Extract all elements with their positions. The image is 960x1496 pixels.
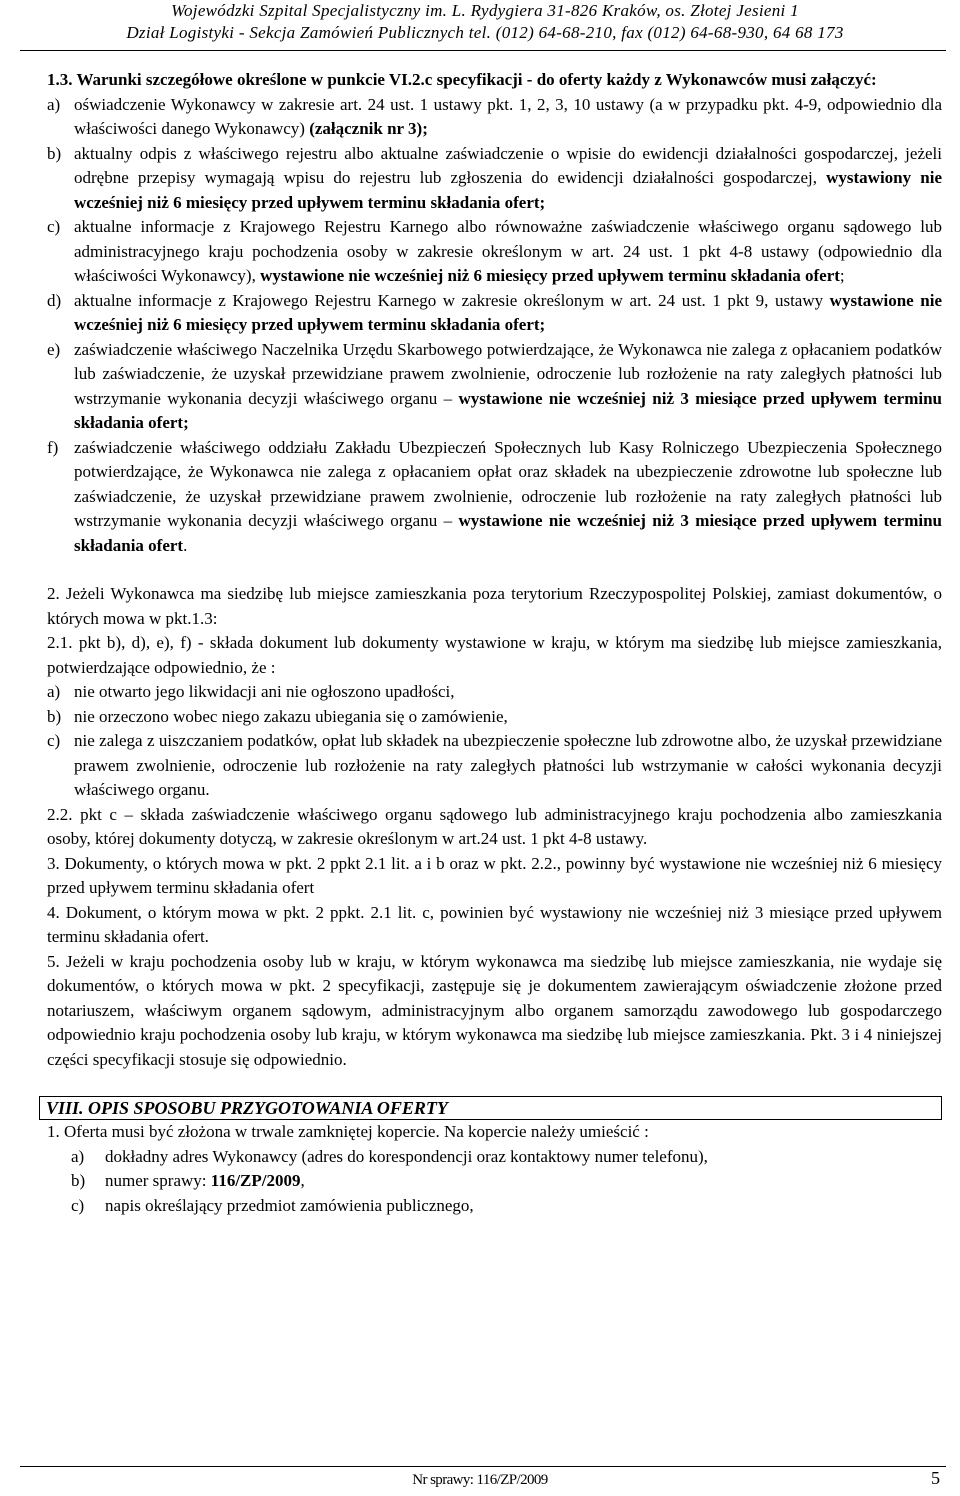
list-item-e: e) zaświadczenie właściwego Naczelnika Urzędu Skarbowego potwierdzające, że Wykonawca nie zalega z opłacaniem podatków lub zaświadczenie, że uzyskał przewidziane prawem zwolnienie, odroczenie lub rozłożenie na raty zaległych płatności lub wstrzymanie wykonania decyzji właściwego organu – wystawione nie wcześniej niż 3 miesiące przed upływem terminu składania ofert; — [47, 339, 942, 432]
list-item-b: b) aktualny odpis z właściwego rejestru albo aktualne zaświadczenie o wpisie do ewidencji działalności gospodarczej, jeżeli odrębne przepisy wymagają wpisu do rejestru lub zgłoszenia do ewidencji działalności gospodarczej, wystawiony nie wcześniej niż 6 miesięcy przed upływem terminu składania ofert; — [47, 143, 942, 212]
section-2 — [47, 582, 942, 1072]
list-item-a: a) oświadczenie Wykonawcy w zakresie art. 24 ust. 1 ustawy pkt. 1, 2, 3, 10 ustawy (a w przypadku pkt. 4-9, odpowiednio dla właściwości danego Wykonawcy) (załącznik nr 3); — [47, 94, 942, 138]
section-8 — [47, 1096, 942, 1218]
section-2-4: 4. Dokument, o którym mowa w pkt. 2 ppkt. 2.1 lit. c, powinien być wystawiony nie wcześniej niż 3 miesiące przed upływem terminu składania ofert. — [47, 902, 942, 946]
document-body — [47, 68, 942, 1218]
spacer — [47, 1072, 942, 1096]
list-item-2b: b) nie orzeczono wobec niego zakazu ubiegania się o zamówienie, — [47, 706, 508, 726]
footer-case-number: Nr sprawy: 116/ZP/2009 — [412, 1472, 548, 1488]
spacer — [47, 558, 942, 582]
footer-rule — [20, 1466, 946, 1467]
list-item-2a: a) nie otwarto jego likwidacji ani nie ogłoszono upadłości, — [47, 682, 455, 701]
section-8-title: VIII. OPIS SPOSOBU PRZYGOTOWANIA OFERTY — [39, 1096, 942, 1120]
section-8-item-1: 1. Oferta musi być złożona w trwale zamkniętej kopercie. Na kopercie należy umieścić : — [47, 1122, 649, 1141]
list-item-8b: b) numer sprawy: 116/ZP/2009, — [71, 1171, 305, 1190]
section-2-1: 2.1. pkt b), d), e), f) - składa dokument lub dokumenty wystawione w kraju, w którym ma siedzibę lub miejsce zamieszkania, potwierdzające odpowiednio, że : — [47, 633, 942, 677]
page-number: 5 — [931, 1468, 940, 1488]
header-line-1: Wojewódzki Szpital Specjalistyczny im. L. Rydygiera 31-826 Kraków, os. Złotej Jesieni 1 — [171, 1, 799, 20]
list-item-c: c) aktualne informacje z Krajowego Rejestru Karnego albo równoważne zaświadczenie właściwego organu sądowego lub administracyjnego kraju pochodzenia osoby w zakresie określonym w art. 24 ust. 1 pkt 4-8 ustawy (odpowiednio dla właściwości Wykonawcy), wystawione nie wcześniej niż 6 miesięcy przed upływem terminu składania ofert; — [47, 217, 942, 285]
header-rule — [20, 50, 946, 51]
list-item-8a: a) dokładny adres Wykonawcy (adres do korespondencji oraz kontaktowy numer telefonu), — [71, 1146, 708, 1166]
section-8-list — [47, 1145, 942, 1219]
header-line-2: Dział Logistyki - Sekcja Zamówień Publicznych tel. (012) 64-68-210, fax (012) 64-68-930, 64 68 173 — [126, 23, 844, 42]
section-2-5: 5. Jeżeli w kraju pochodzenia osoby lub w kraju, w którym wykonawca ma siedzibę lub miejsce zamieszkania, nie wydaje się dokumentów, o których mowa w pkt. 2 specyfikacji, zastępuje się je dokumentem zawierającym oświadczenie złożone przed notariuszem, właściwym organem sądowym, administracyjnym albo organem samorządu zawodowego lub gospodarczego odpowiednio kraju pochodzenia osoby lub kraju, w którym wykonawca ma siedzibę lub miejsce zamieszkania. Pkt. 3 i 4 niniejszej części specyfikacji stosuje się odpowiednio. — [47, 951, 942, 1069]
section-2-3: 3. Dokumenty, o których mowa w pkt. 2 ppkt 2.1 lit. a i b oraz w pkt. 2.2., powinny być wystawione nie wcześniej niż 6 miesięcy przed upływem terminu składania ofert — [47, 853, 942, 897]
section-1-3 — [47, 68, 942, 558]
list-item-d: d) aktualne informacje z Krajowego Rejestru Karnego w zakresie określonym w art. 24 ust. 1 pkt 9, ustawy wystawione nie wcześniej niż 6 miesięcy przed upływem terminu składania ofert; — [47, 290, 942, 334]
section-2-intro: 2. Jeżeli Wykonawca ma siedzibę lub miejsce zamieszkania poza terytorium Rzeczypospolitej Polskiej, zamiast dokumentów, o których mowa w pkt.1.3: — [47, 584, 942, 628]
section-1-3-intro: 1.3. Warunki szczegółowe określone w punkcie VI.2.c specyfikacji - do oferty każdy z Wykonawców musi załączyć: — [47, 70, 877, 89]
list-item-f: f) zaświadczenie właściwego oddziału Zakładu Ubezpieczeń Społecznych lub Kasy Rolniczego Ubezpieczenia Społecznego potwierdzające, że Wykonawca nie zalega z opłacaniem opłat oraz składek na ubezpieczenie zdrowotne lub społeczne lub zaświadczenie, że uzyskał przewidziane prawem zwolnienie, odroczenie lub rozłożenie na raty zaległych płatności lub wstrzymanie wykonania decyzji właściwego organu – wystawione nie wcześniej niż 3 miesiące przed upływem terminu składania ofert. — [47, 437, 942, 555]
list-item-8c: c) napis określający przedmiot zamówienia publicznego, — [71, 1195, 474, 1215]
section-2-2: 2.2. pkt c – składa zaświadczenie właściwego organu sądowego lub administracyjnego kraju pochodzenia albo zamieszkania osoby, której dokumenty dotyczą, w zakresie określonym w art.24 ust. 1 pkt 4-8 ustawy. — [47, 804, 942, 848]
list-item-2c: c) nie zalega z uiszczaniem podatków, opłat lub składek na ubezpieczenie społeczne lub zdrowotne albo, że uzyskał przewidziane prawem zwolnienie, odroczenie lub rozłożenie na raty zaległych płatności lub wstrzymanie w całości wykonania decyzji właściwego organu. — [47, 731, 942, 799]
page-header — [30, 0, 940, 44]
